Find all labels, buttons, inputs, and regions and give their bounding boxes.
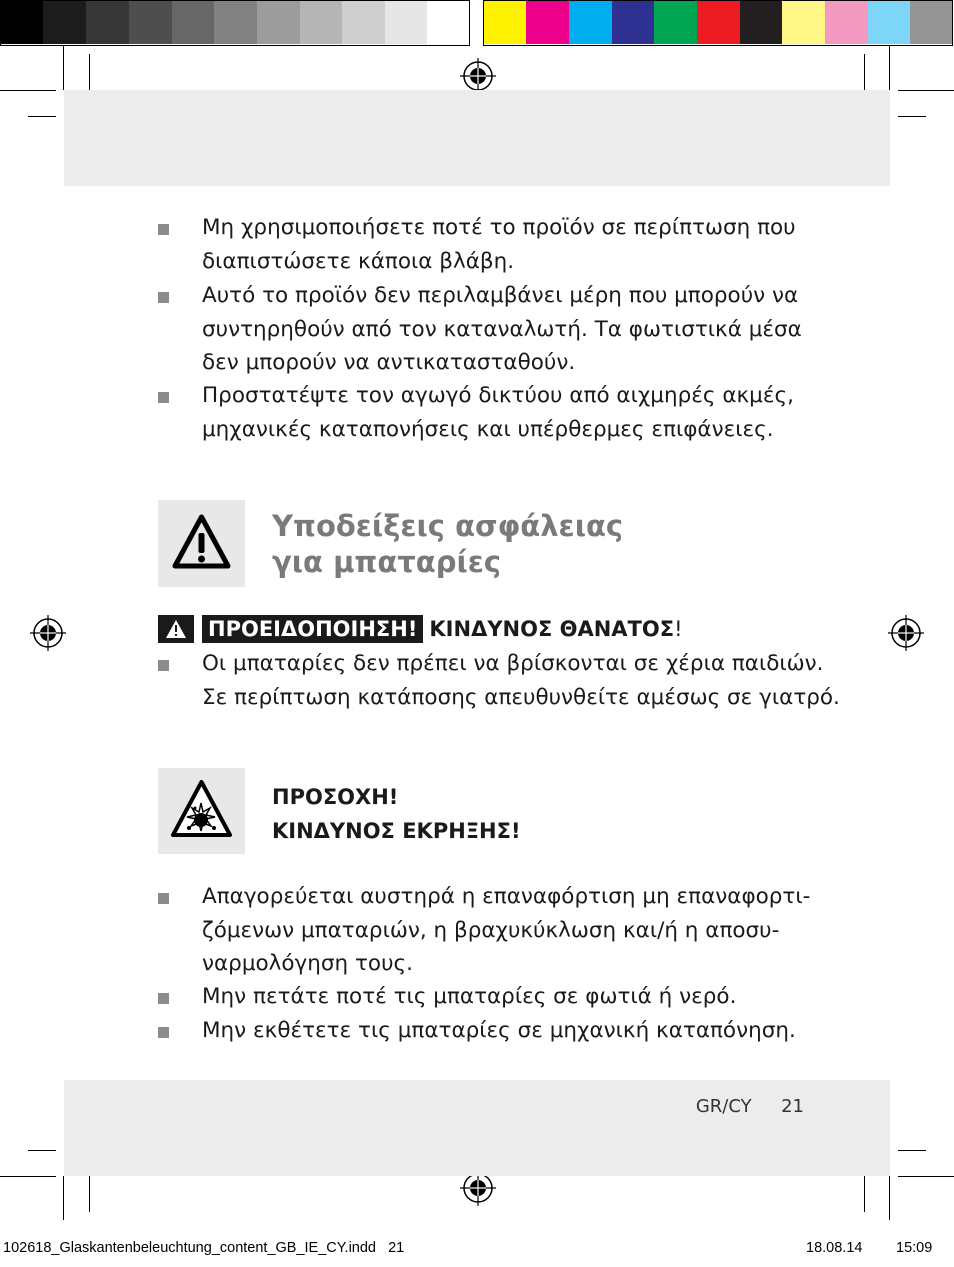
text-line: Προστατέψτε τον αγωγό δικτύου από αιχμηρές ακμές,: [202, 383, 794, 408]
crop-mark: [864, 54, 865, 94]
bullet-square-icon: [158, 1027, 169, 1038]
text-line: Μη χρησιμοποιήσετε ποτέ το προϊόν σε περίπτωση που: [202, 215, 796, 240]
registration-mark-icon: [30, 615, 66, 651]
header-band: [64, 90, 890, 186]
text-line: ζόμενων μπαταριών, η βραχυκύκλωση και/ή η αποσυ-: [202, 917, 780, 943]
crop-mark: [898, 1176, 954, 1177]
list-item: [158, 980, 838, 1014]
bullet-square-icon: [158, 660, 169, 671]
text-line: Απαγορεύεται αυστηρά η επαναφόρτιση μη επαναφορτι-: [202, 884, 811, 909]
text-line: Μην πετάτε ποτέ τις μπαταρίες σε φωτιά ή νερό.: [202, 984, 737, 1009]
crop-mark: [63, 1176, 64, 1220]
warning-badge-icon: [158, 615, 194, 643]
crop-mark: [28, 1150, 56, 1151]
crop-mark: [898, 90, 954, 91]
grey-bar-frame: [0, 0, 470, 46]
list-item: [158, 211, 838, 279]
bullet-square-icon: [158, 392, 169, 403]
text-line: Σε περίπτωση κατάποσης απευθυνθείτε αμέσως σε γιατρό.: [202, 684, 840, 710]
warning-line: [158, 614, 683, 644]
list-item-text: [202, 1014, 842, 1048]
text-line: συντηρηθούν από τον καταναλωτή. Τα φωτιστικά μέσα: [202, 316, 802, 342]
warning-text: ΚΙΝΔΥΝΟΣ ΘΑΝΑΤΟΣ: [429, 617, 675, 641]
caution-line: ΠΡΟΣΟΧΗ!: [272, 785, 399, 809]
heading-line: για μπαταρίες: [272, 545, 502, 579]
text-line: διαπιστώσετε κάποια βλάβη.: [202, 248, 515, 274]
registration-mark-icon: [460, 58, 496, 94]
crop-mark: [28, 116, 56, 117]
warning-icon-box: [158, 500, 245, 587]
warning-exclamation: !: [674, 617, 683, 641]
slug-time: 15:09: [896, 1240, 933, 1256]
bullet-square-icon: [158, 993, 169, 1004]
crop-mark: [0, 1176, 56, 1177]
list-item-text: [202, 211, 842, 278]
list-item-text: [202, 980, 842, 1014]
crop-mark: [898, 116, 926, 117]
list-item: [158, 647, 838, 715]
list-item: [158, 1014, 838, 1048]
footer-region: GR/CY: [695, 1096, 752, 1117]
list-item-text: [202, 880, 842, 981]
list-item: [158, 880, 838, 980]
bullet-square-icon: [158, 893, 169, 904]
list-item-text: [202, 647, 842, 714]
crop-mark: [889, 1176, 890, 1220]
crop-mark: [0, 90, 56, 91]
text-line: Αυτό το προϊόν δεν περιλαμβάνει μέρη που μπορούν να: [202, 283, 799, 308]
page-footer: [664, 1096, 804, 1117]
crop-mark: [898, 1150, 926, 1151]
text-line: Οι μπαταρίες δεν πρέπει να βρίσκονται σε χέρια παιδιών.: [202, 651, 824, 676]
warning-triangle-icon: [158, 500, 245, 587]
bullet-square-icon: [158, 292, 169, 303]
caution-heading: [272, 780, 521, 848]
text-line: μηχανικές καταπονήσεις και υπέρθερμες επιφάνειες.: [202, 416, 774, 442]
crop-mark: [89, 54, 90, 94]
list-item-text: [202, 379, 842, 446]
warning-triangle-icon: [165, 619, 187, 639]
caution-line: ΚΙΝΔΥΝΟΣ ΕΚΡΗΞΗΣ!: [272, 819, 521, 843]
bullet-square-icon: [158, 224, 169, 235]
crop-mark: [63, 46, 64, 90]
warning-badge: ΠΡΟΕΙΔΟΠΟΙΗΣΗ!: [202, 615, 423, 643]
slug-date: 18.08.14: [806, 1240, 863, 1256]
list-item: [158, 279, 838, 379]
list-item: [158, 379, 838, 447]
text-line: Μην εκθέτετε τις μπαταρίες σε μηχανική καταπόνηση.: [202, 1018, 796, 1043]
registration-mark-icon: [888, 615, 924, 651]
section-heading: [272, 508, 623, 580]
heading-line: Υποδείξεις ασφάλειας: [272, 509, 624, 543]
text-line: ναρμολόγηση τους.: [202, 951, 413, 976]
text-line: δεν μπορούν να αντικατασταθούν.: [202, 350, 576, 375]
list-item-text: [202, 279, 842, 380]
color-bar-frame: [483, 0, 953, 46]
explosion-icon-box: [158, 768, 245, 854]
page-number: 21: [781, 1096, 804, 1117]
crop-mark: [889, 46, 890, 90]
slug-file: 102618_Glaskantenbeleuchtung_content_GB_IE_CY.indd 21: [3, 1240, 405, 1256]
explosion-hazard-icon: [158, 768, 245, 854]
footer-band: [64, 1080, 890, 1176]
